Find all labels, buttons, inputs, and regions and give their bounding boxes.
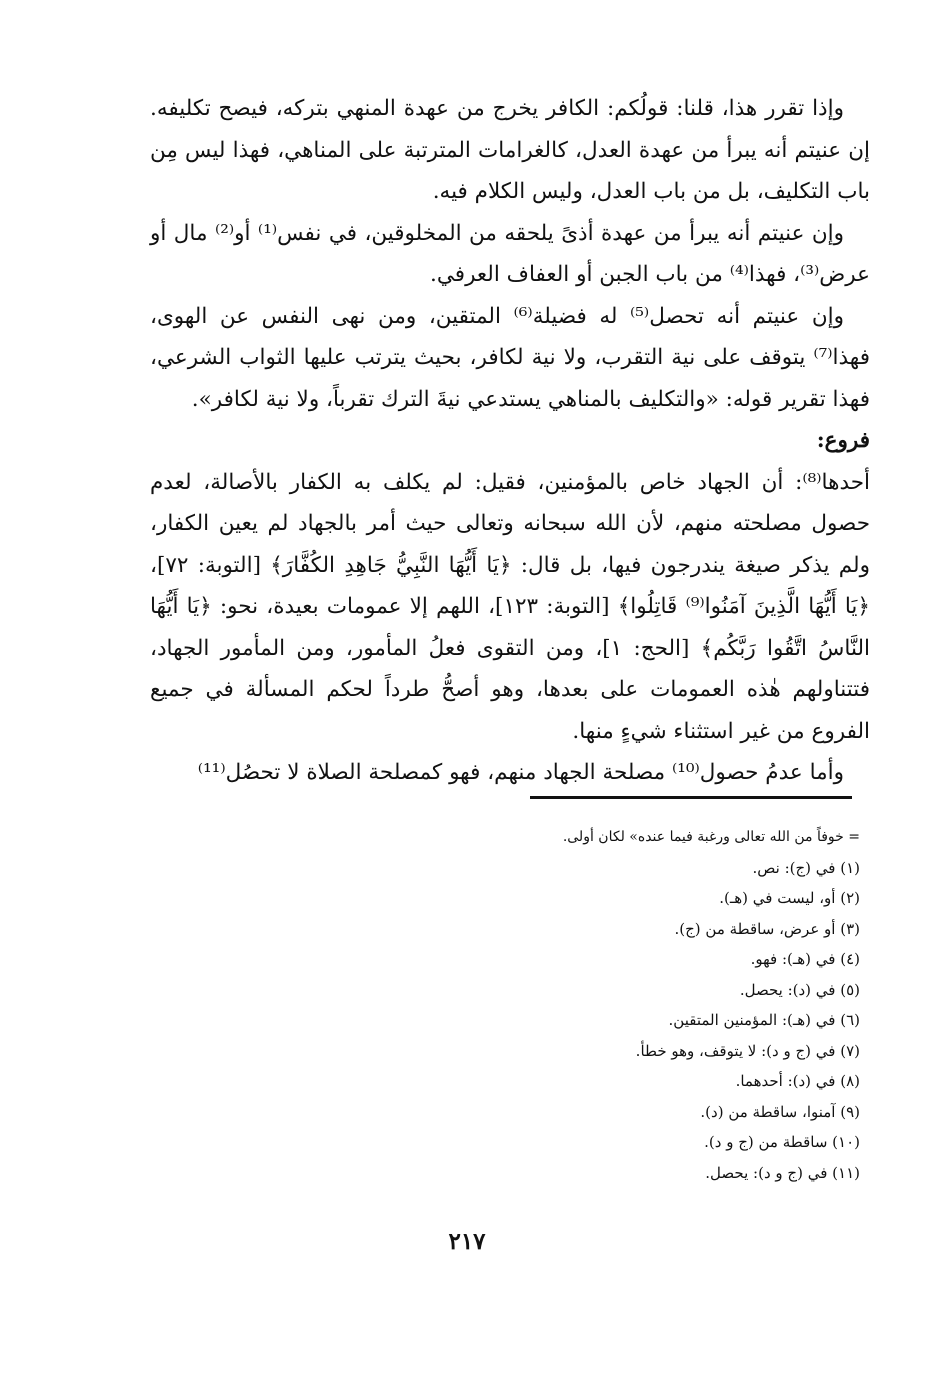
footnote-7: (٧) في (ج و د): لا يتوقف، وهو خطأ. <box>635 1041 860 1060</box>
footnote-10: (١٠) ساقطة من (ج و د). <box>704 1133 860 1151</box>
footnote-separator <box>530 796 852 799</box>
page-number: ٢١٧ <box>448 1228 486 1255</box>
footnote-continuation: = خوفاً من الله تعالى ورغبة فيما عنده» لكان أولى. <box>562 829 860 845</box>
footnote-3: (٣) أو عرض، ساقطة من (ج). <box>674 919 860 938</box>
footnote-11: (١١) في (ج و د): يحصل. <box>705 1163 860 1182</box>
section-heading: فروع: <box>816 428 870 453</box>
main-text <box>150 88 870 794</box>
footnote-2: (٢) أو، ليست في (هـ). <box>719 889 860 907</box>
paragraph-4: أحدها⁽⁸⁾: أن الجهاد خاص بالمؤمنين، فقيل: لم يكلف به الكفار بالأصالة، لعدم حصول مصلحته منهم، لأن الله سبحانه وتعالى حيث أمر بالجهاد لم يعين الكفار، ولم يذكر صيغة يندرجون فيها، بل قال: ﴿يَا أَيُّهَا النَّبِيُّ جَاهِدِ الكُفَّارَ﴾ [التوبة: ٧٢]، ﴿يَا أَيُّهَا الَّذِينَ آمَنُوا⁽⁹⁾ قَاتِلُوا﴾ [التوبة: ١٢٣]، اللهم إلا عمومات بعيدة، نحو: ﴿يَا أَيُّهَا النَّاسُ اتَّقُوا رَبَّكُم﴾ [الحج: ١]، ومن التقوى فعلُ المأمور، ومن المأمور الجهاد، فتتناولهم هٰذه العمومات على بعدها، وهو أصحُّ طرداً لحكم المسألة في جميع الفروع من غير استثناء شيءٍ منها. <box>150 469 870 744</box>
footnote-5: (٥) في (د): يحصل. <box>739 980 860 999</box>
paragraph-3: وإن عنيتم أنه تحصل⁽⁵⁾ له فضيلة⁽⁶⁾ المتقين، ومن نهى النفس عن الهوى، فهذا⁽⁷⁾ يتوقف على نية التقرب، ولا نية لكافر، بحيث يترتب عليها الثواب الشرعي، فهذا تقرير قوله: «والتكليف بالمناهي يستدعي نيةَ الترك تقرباً، ولا نية لكافر». <box>150 303 870 412</box>
footnote-6: (٦) في (هـ): المؤمنين المتقين. <box>668 1011 860 1029</box>
paragraph-1: وإذا تقرر هذا، قلنا: قولُكم: الكافر يخرج من عهدة المنهي بتركه، فيصح تكليفه. إن عنيتم أنه يبرأ من عهدة العدل، كالغرامات المترتبة على المناهي، فهذا ليس مِن باب التكليف، بل من باب العدل، وليس الكلام فيه. <box>150 96 870 204</box>
footnote-4: (٤) في (هـ): فهو. <box>750 950 860 968</box>
footnote-1: (١) في (ج): نص. <box>752 858 860 877</box>
footnotes <box>300 822 860 1188</box>
paragraph-5: وأما عدمُ حصول⁽¹⁰⁾ مصلحة الجهاد منهم، فهو كمصلحة الصلاة لا تحصُل⁽¹¹⁾ <box>197 760 844 785</box>
paragraph-2: وإن عنيتم أنه يبرأ من عهدة أذىً يلحقه من المخلوقين، في نفس⁽¹⁾ أو⁽²⁾ مال أو عرض⁽³⁾، فهذا⁽⁴⁾ من باب الجبن أو العفاف العرفي. <box>150 220 870 287</box>
footnote-9: (٩) آمنوا، ساقطة من (د). <box>700 1102 860 1121</box>
footnote-8: (٨) في (د): أحدهما. <box>735 1072 860 1090</box>
